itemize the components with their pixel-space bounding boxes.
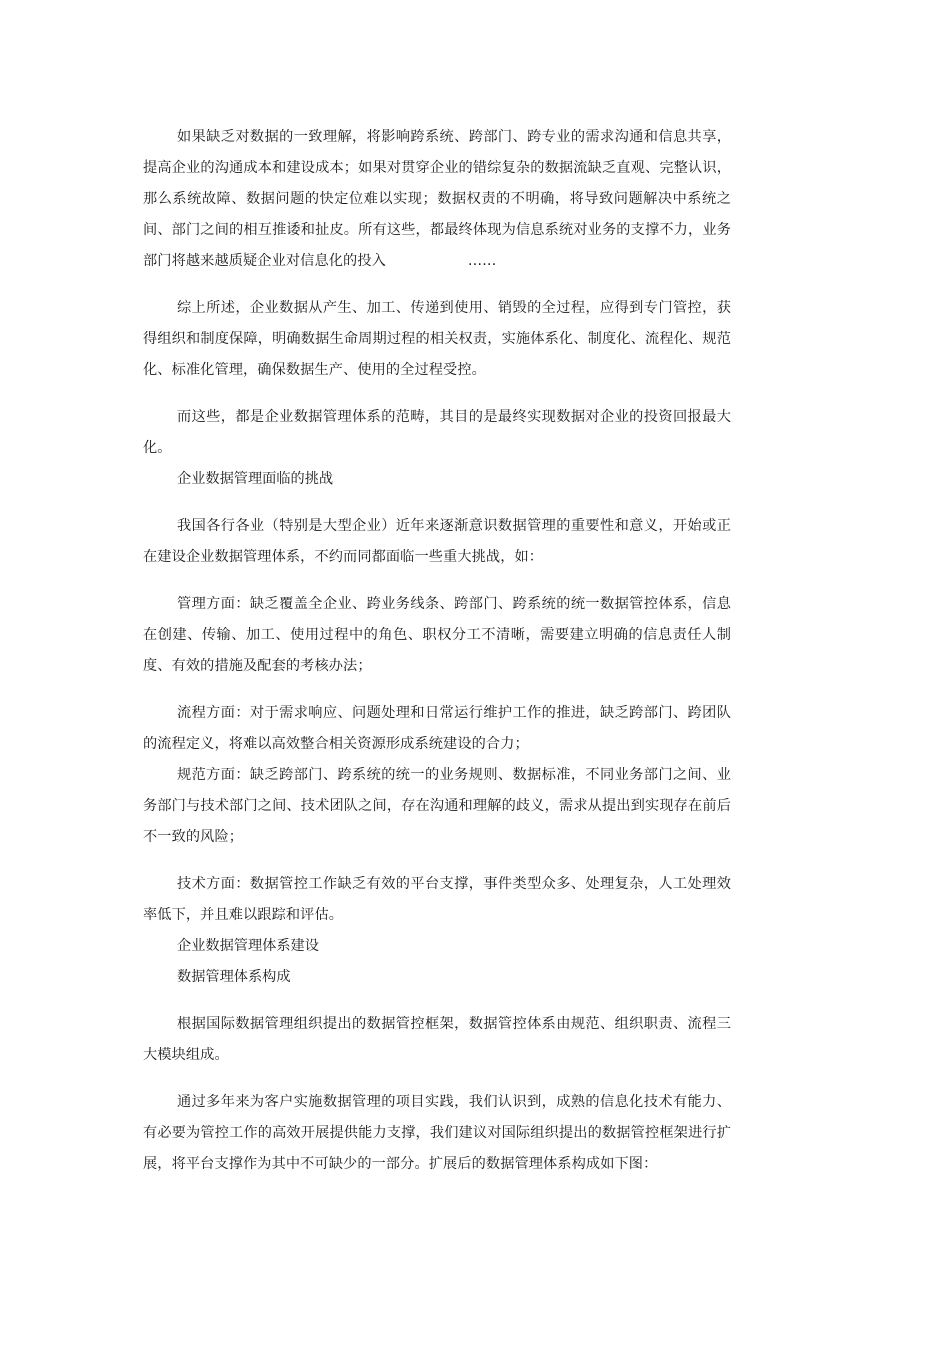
- paragraph-process-aspect: 流程方面：对于需求响应、问题处理和日常运行维护工作的推进，缺乏跨部门、跨团队的流程定义，将难以高效整合相关资源形成系统建设的合力；: [143, 705, 731, 752]
- document-body: [143, 122, 731, 1180]
- paragraph-scope: 而这些，都是企业数据管理体系的范畴，其目的是最终实现数据对企业的投资回报最大化。: [143, 409, 731, 456]
- paragraph-data-understanding: [143, 122, 731, 277]
- heading-challenges: 企业数据管理面临的挑战: [177, 471, 334, 487]
- paragraph-challenges-intro: 我国各行各业（特别是大型企业）近年来逐渐意识数据管理的重要性和意义，开始或正在建设企业数据管理体系，不约而同都面临一些重大挑战，如：: [143, 518, 731, 565]
- paragraph-summary: 综上所述，企业数据从产生、加工、传递到使用、销毁的全过程，应得到专门管控，获得组织和制度保障，明确数据生命周期过程的相关权责，实施体系化、制度化、流程化、规范化、标准化管理，确保数据生产、使用的全过程受控。: [143, 300, 731, 378]
- paragraph-framework: 根据国际数据管理组织提出的数据管控框架，数据管控体系由规范、组织职责、流程三大模块组成。: [143, 1016, 731, 1063]
- paragraph-management-aspect: 管理方面：缺乏覆盖全企业、跨业务线条、跨部门、跨系统的统一数据管控体系，信息在创建、传输、加工、使用过程中的角色、职权分工不清晰，需要建立明确的信息责任人制度、有效的措施及配套的考核办法；: [143, 596, 731, 674]
- paragraph-text: 如果缺乏对数据的一致理解，将影响跨系统、跨部门、跨专业的需求沟通和信息共享，提高企业的沟通成本和建设成本；如果对贯穿企业的错综复杂的数据流缺乏直观、完整认识，那么系统故障、数据问题的快定位难以实现；数据权责的不明确，将导致问题解决中系统之间、部门之间的相互推诿和扯皮。所有这些，都最终体现为信息系统对业务的支撑不力，业务部门将越来越质疑企业对信息化的投入: [143, 129, 731, 269]
- paragraph-technology-aspect: 技术方面：数据管控工作缺乏有效的平台支撑，事件类型众多、处理复杂，人工处理效率低下，并且难以跟踪和评估。: [143, 876, 731, 923]
- paragraph-standards-aspect: 规范方面：缺乏跨部门、跨系统的统一的业务规则、数据标准，不同业务部门之间、业务部门与技术部门之间、技术团队之间，存在沟通和理解的歧义，需求从提出到实现存在前后不一致的风险；: [143, 767, 731, 845]
- heading-system-construction: 企业数据管理体系建设: [177, 938, 319, 954]
- heading-system-composition: 数据管理体系构成: [177, 969, 291, 985]
- ellipsis: ……: [467, 253, 497, 269]
- paragraph-extension: 通过多年来为客户实施数据管理的项目实践，我们认识到，成熟的信息化技术有能力、有必要为管控工作的高效开展提供能力支撑，我们建议对国际组织提出的数据管控框架进行扩展，将平台支撑作为其中不可缺少的一部分。扩展后的数据管理体系构成如下图：: [143, 1094, 731, 1172]
